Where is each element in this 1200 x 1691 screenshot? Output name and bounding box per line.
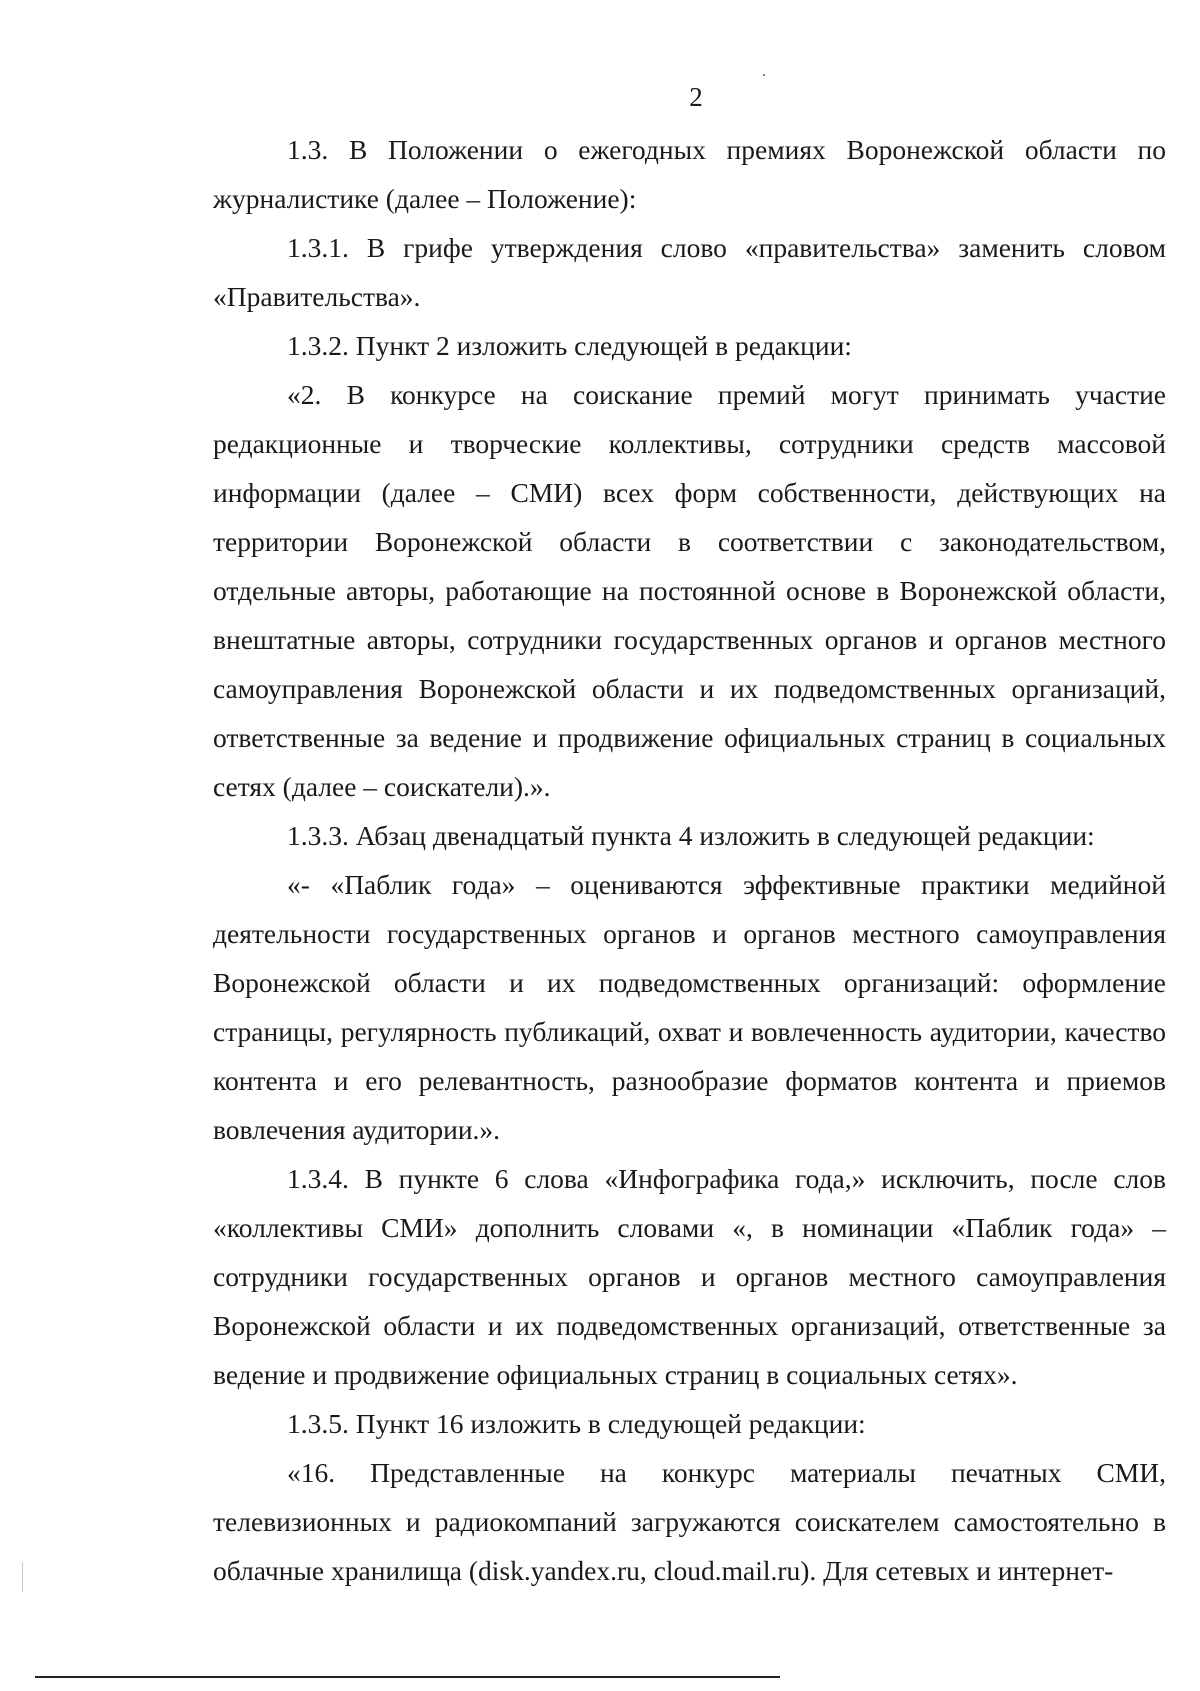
footer-rule	[35, 1676, 780, 1678]
paragraph-1-3-5: 1.3.5. Пункт 16 изложить в следующей редакции:	[287, 1408, 866, 1439]
paragraph-quote-public-of-year: «- «Паблик года» – оцениваются эффективные практики медийной деятельности государственных органов и органов местного самоуправления Воронежской области и их подведомственных организаций: оформление страницы, регулярность публикаций, охват и вовлеченность аудитории, качество контента и его релевантность, разнообразие форматов контента и приемов вовлечения аудитории.».	[213, 869, 1166, 1145]
paragraph-1-3-3: 1.3.3. Абзац двенадцатый пункта 4 изложить в следующей редакции:	[287, 820, 1095, 851]
paragraph-1-3: 1.3. В Положении о ежегодных премиях Воронежской области по журналистике (далее – Положение):	[213, 134, 1166, 214]
document-body	[213, 125, 1166, 1595]
paragraph-quote-item-2: «2. В конкурсе на соискание премий могут принимать участие редакционные и творческие коллективы, сотрудники средств массовой информации (далее – СМИ) всех форм собственности, действующих на территории Воронежской области в соответствии с законодательством, отдельные авторы, работающие на постоянной основе в Воронежской области, внештатные авторы, сотрудники государственных органов и органов местного самоуправления Воронежской области и их подведомственных организаций, ответственные за ведение и продвижение официальных страниц в социальных сетях (далее – соискатели).».	[213, 379, 1166, 802]
page-number: 2	[689, 82, 703, 112]
paragraph-quote-item-16: «16. Представленные на конкурс материалы печатных СМИ, телевизионных и радиокомпаний загружаются соискателем самостоятельно в облачные хранилища (disk.yandex.ru, cloud.mail.ru). Для сетевых и интернет-	[213, 1457, 1166, 1586]
scan-artifact	[763, 74, 765, 76]
paragraph-1-3-1: 1.3.1. В грифе утверждения слово «правительства» заменить словом «Правительства».	[213, 232, 1166, 312]
paragraph-1-3-4: 1.3.4. В пункте 6 слова «Инфографика года,» исключить, после слов «коллективы СМИ» дополнить словами «, в номинации «Паблик года» – сотрудники государственных органов и органов местного самоуправления Воронежской области и их подведомственных организаций, ответственные за ведение и продвижение официальных страниц в социальных сетях».	[213, 1163, 1166, 1390]
scan-edge-mark	[22, 1562, 23, 1592]
paragraph-1-3-2: 1.3.2. Пункт 2 изложить следующей в редакции:	[287, 330, 852, 361]
